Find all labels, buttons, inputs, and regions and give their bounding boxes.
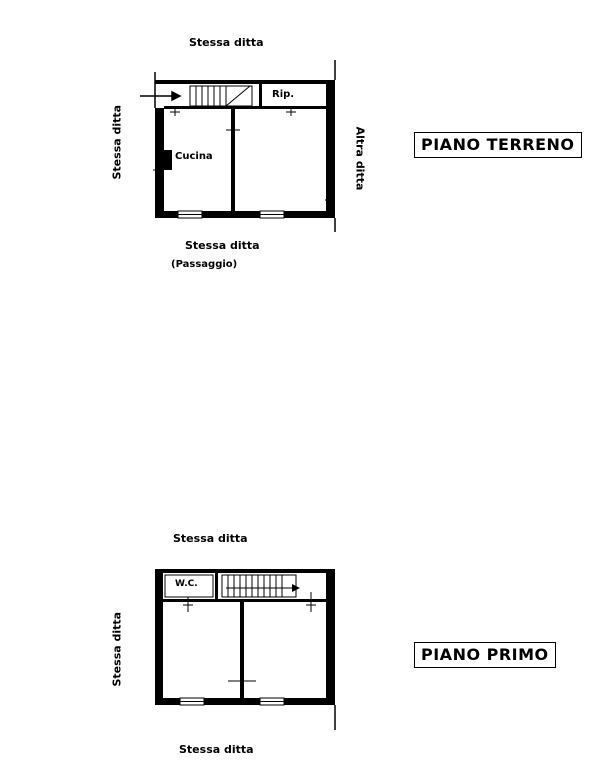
ground-bottom-sublabel: (Passaggio) xyxy=(171,259,238,270)
first-left-label: Stessa ditta xyxy=(110,611,124,687)
ground-bottom-label: Stessa ditta xyxy=(185,239,260,252)
first-floor-title: PIANO PRIMO xyxy=(414,642,556,668)
first-bottom-label: Stessa ditta xyxy=(179,743,254,756)
room-kitchen: Cucina xyxy=(175,151,213,162)
ground-top-label: Stessa ditta xyxy=(189,36,264,49)
room-wc: W.C. xyxy=(175,579,198,589)
ground-right-label: Altra ditta xyxy=(353,126,367,191)
first-top-label: Stessa ditta xyxy=(173,532,248,545)
ground-floor-title: PIANO TERRENO xyxy=(414,132,582,158)
ground-left-label: Stessa ditta xyxy=(110,104,124,180)
room-storage: Rip. xyxy=(272,89,295,100)
